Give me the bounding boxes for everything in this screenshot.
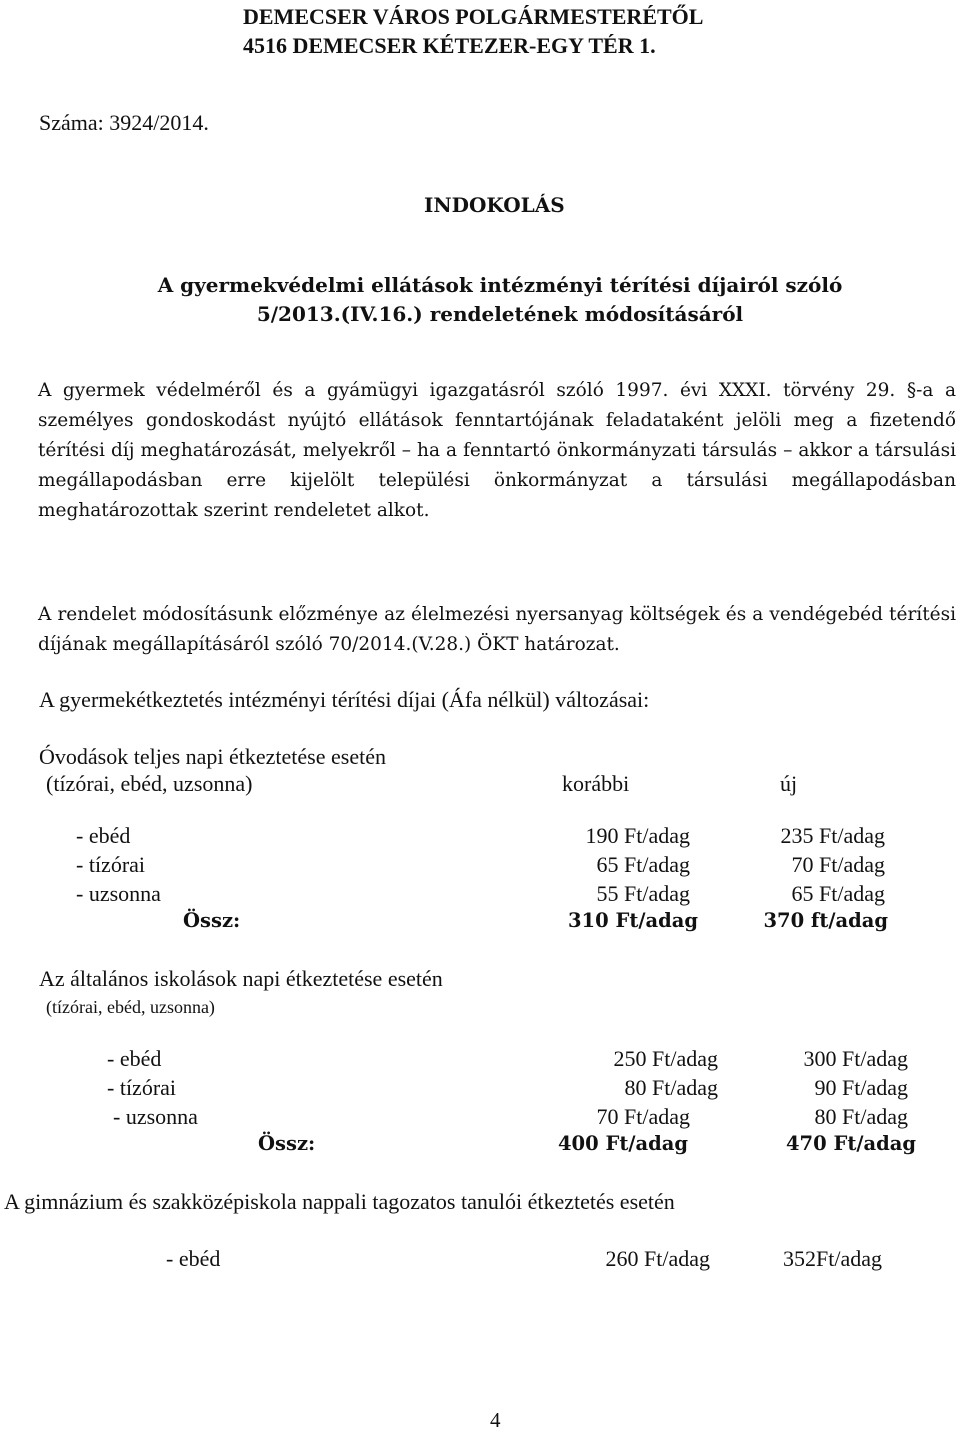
total-old: 310 Ft/adag <box>567 909 698 932</box>
column-header-new: új <box>780 771 798 796</box>
row-label: - tízórai <box>107 1075 177 1100</box>
header-line-2: 4516 DEMECSER KÉTEZER-EGY TÉR 1. <box>243 33 656 58</box>
changes-intro: A gyermekétkeztetés intézményi térítési díjai (Áfa nélkül) változásai: <box>39 687 650 712</box>
total-label: Össz: <box>183 909 241 932</box>
header-line-1: DEMECSER VÁROS POLGÁRMESTERÉTŐL <box>243 4 704 29</box>
row-label: - ebéd <box>107 1046 162 1071</box>
old-price: 260 Ft/adag <box>605 1246 710 1271</box>
old-price: 190 Ft/adag <box>585 823 690 848</box>
page-number: 4 <box>490 1408 501 1432</box>
total-label: Össz: <box>258 1132 316 1155</box>
row-label: - uzsonna <box>76 881 161 906</box>
row-label: - ebéd <box>76 823 131 848</box>
reference-number: Száma: 3924/2014. <box>39 110 209 135</box>
paragraph-legal-basis: A gyermek védelméről és a gyámügyi igazgatásról szóló 1997. évi XXXI. törvény 29. §-a a személyes gondoskodást nyújtó ellátások fenntartójának feladataként jelöli meg a fizetendő térítési díj meghatározását, melyekről – ha a fenntartó önkormányzati társulás – akkor a társulási megállapodásban erre kijelölt települési önkormányzat a társulási megállapodásban meghatározottak szerint rendeletet alkot. <box>38 380 956 521</box>
new-price: 352Ft/adag <box>783 1246 882 1271</box>
paragraph-antecedent: A rendelet módosításunk előzménye az élelmezési nyersanyag költségek és a vendégebéd térítési díjának megállapításáról szóló 70/2014.(V.28.) ÖKT határozat. <box>38 604 956 655</box>
row-label: - uzsonna <box>113 1104 198 1129</box>
column-header-old: korábbi <box>562 771 630 796</box>
row-label: - tízórai <box>76 852 146 877</box>
document-title: INDOKOLÁS <box>424 193 565 217</box>
subject-line-2: 5/2013.(IV.16.) rendeletének módosításáról <box>256 302 744 326</box>
new-price: 90 Ft/adag <box>814 1075 908 1100</box>
old-price: 250 Ft/adag <box>613 1046 718 1071</box>
old-price: 65 Ft/adag <box>596 852 690 877</box>
subject-line-1: A gyermekvédelmi ellátások intézményi térítési díjairól szóló <box>157 273 843 297</box>
kindergarten-heading: Óvodások teljes napi étkeztetése esetén <box>39 744 386 769</box>
old-price: 70 Ft/adag <box>596 1104 690 1129</box>
old-price: 55 Ft/adag <box>596 881 690 906</box>
new-price: 300 Ft/adag <box>803 1046 908 1071</box>
new-price: 65 Ft/adag <box>791 881 885 906</box>
school-subheading: (tízórai, ebéd, uzsonna) <box>46 997 215 1017</box>
total-new: 470 Ft/adag <box>785 1132 916 1155</box>
new-price: 235 Ft/adag <box>780 823 885 848</box>
total-new: 370 ft/adag <box>763 909 888 932</box>
new-price: 80 Ft/adag <box>814 1104 908 1129</box>
school-heading: Az általános iskolások napi étkeztetése esetén <box>39 966 443 991</box>
total-old: 400 Ft/adag <box>557 1132 688 1155</box>
kindergarten-subheading: (tízórai, ebéd, uzsonna) <box>46 771 253 796</box>
old-price: 80 Ft/adag <box>624 1075 718 1100</box>
highschool-heading: A gimnázium és szakközépiskola nappali tagozatos tanulói étkeztetés esetén <box>4 1189 675 1214</box>
new-price: 70 Ft/adag <box>791 852 885 877</box>
row-label: - ebéd <box>166 1246 221 1271</box>
